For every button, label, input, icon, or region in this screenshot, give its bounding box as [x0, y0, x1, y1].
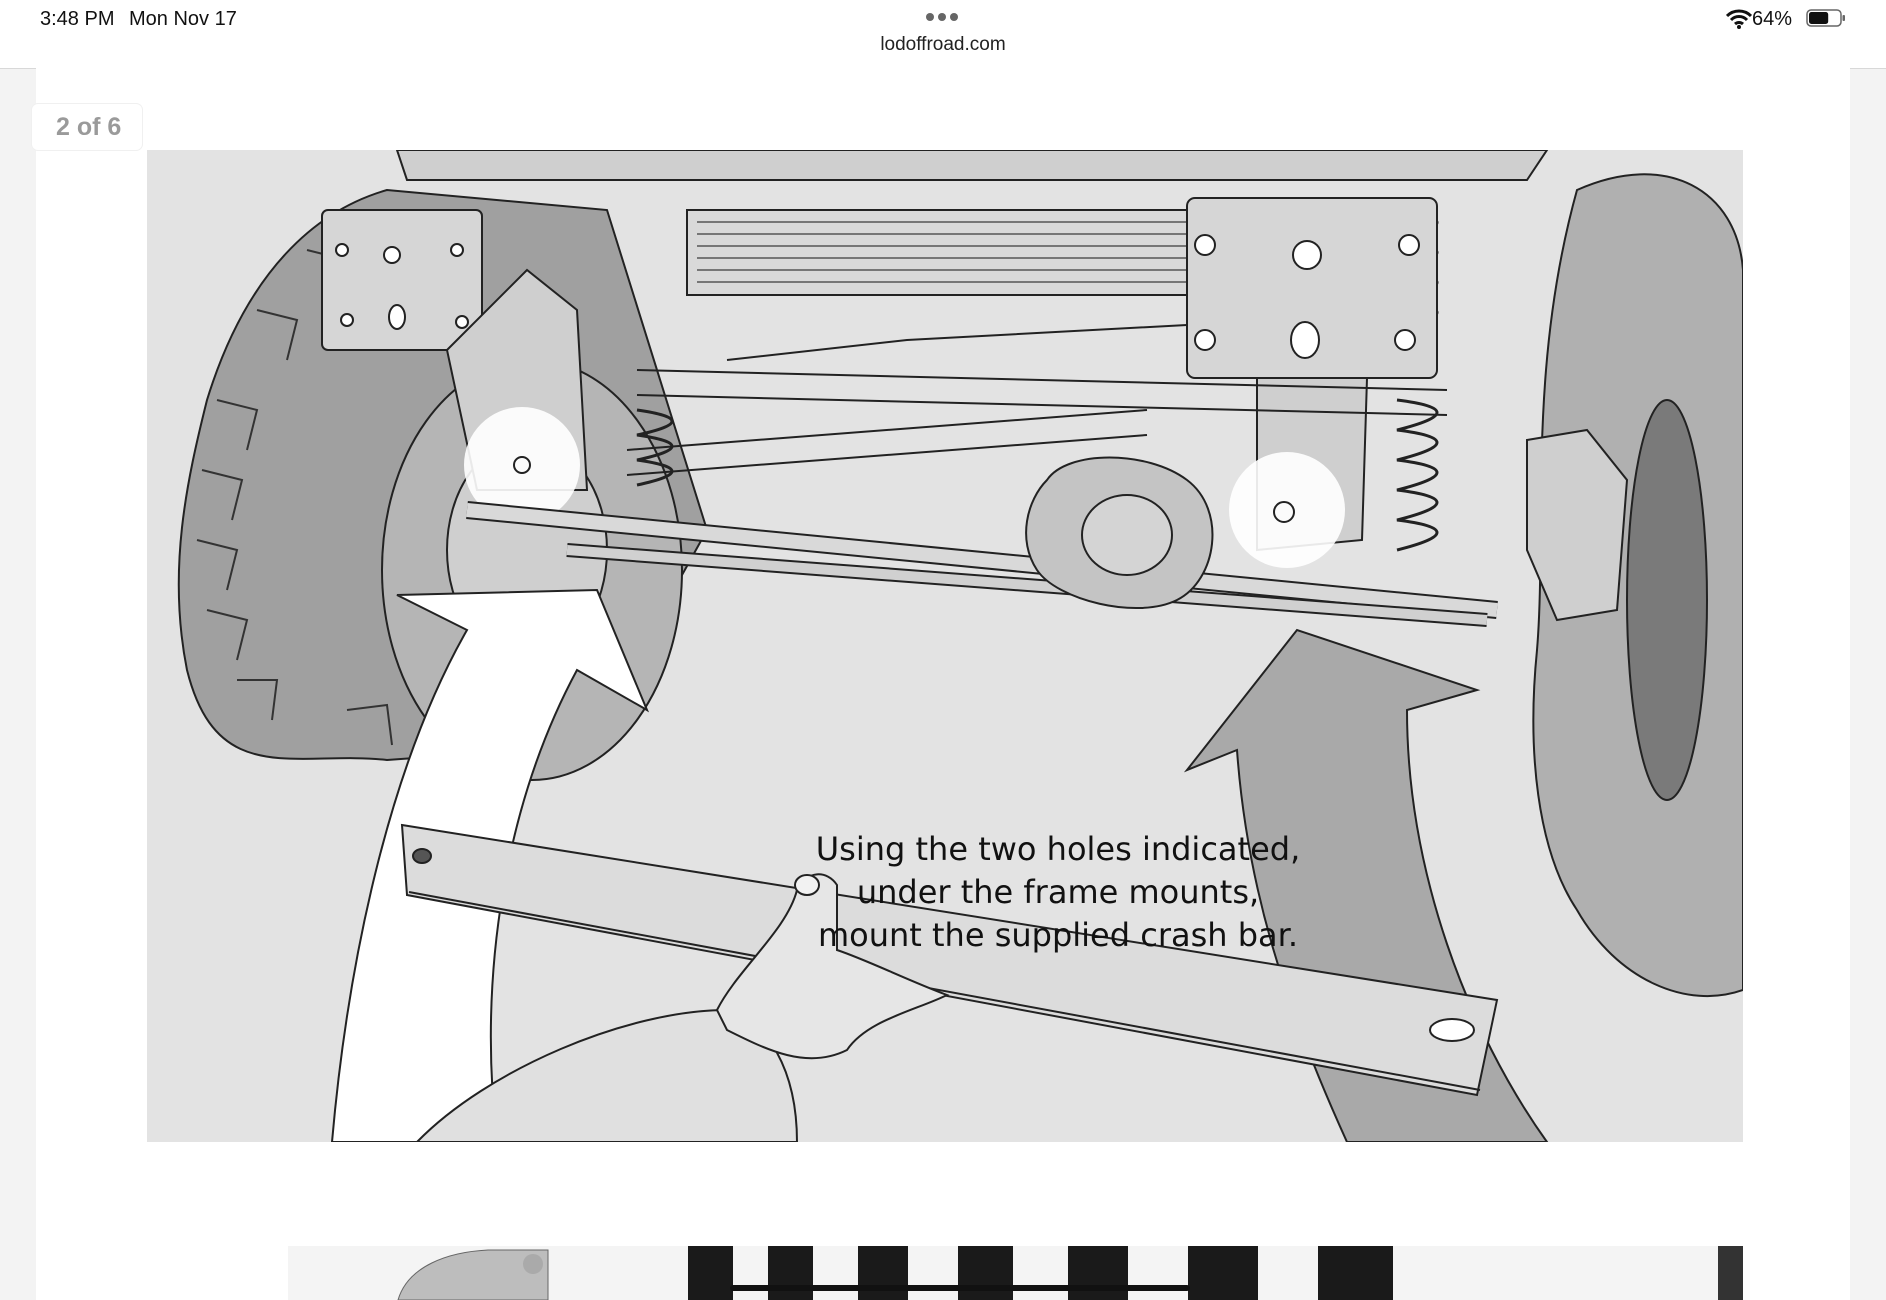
next-image-preview[interactable]: [288, 1246, 1743, 1300]
home-indicator[interactable]: [730, 1285, 1190, 1291]
status-time: 3:48 PM: [40, 8, 115, 30]
caption-line: under the frame mounts,: [856, 873, 1260, 911]
caption-line: Using the two holes indicated,: [815, 830, 1301, 868]
illustration-drawing: [147, 150, 1743, 1142]
installation-illustration[interactable]: [147, 150, 1743, 1142]
caption-line: mount the supplied crash bar.: [817, 916, 1299, 954]
battery-icon: [1806, 9, 1846, 27]
status-date: Mon Nov 17: [129, 8, 237, 30]
grille-image: [288, 1246, 1743, 1300]
wifi-icon: [1726, 9, 1752, 29]
right-hole-highlight: [1229, 452, 1345, 568]
more-dots-icon[interactable]: [926, 10, 960, 22]
address-bar-url[interactable]: lodoffroad.com: [880, 34, 1006, 55]
status-bar: [0, 0, 1886, 69]
crash-bar-left-hole: [413, 849, 431, 863]
slide-counter: 2 of 6: [32, 104, 142, 150]
battery-percent: 64%: [1752, 8, 1793, 30]
left-frame-mount-plate: [322, 210, 482, 350]
crash-bar-right-hole: [1430, 1019, 1474, 1041]
instruction-caption: [793, 828, 1323, 957]
